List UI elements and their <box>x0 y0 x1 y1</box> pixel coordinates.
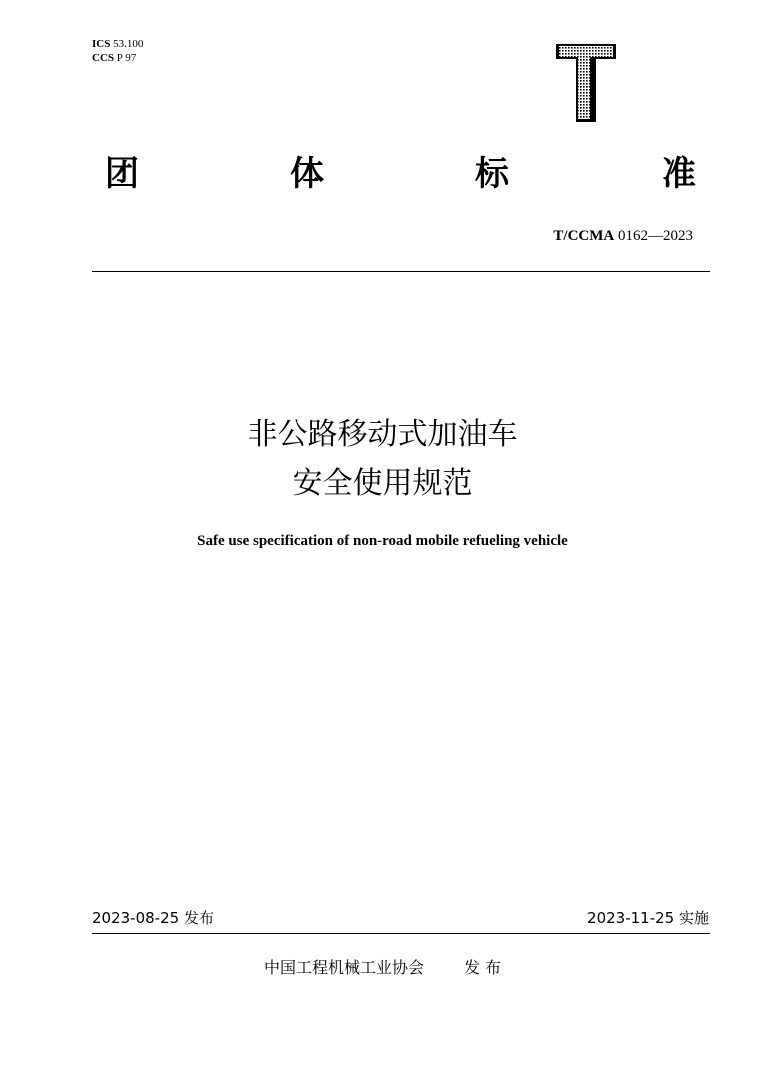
ccs-value: P 97 <box>116 52 137 64</box>
standard-number-prefix: T/CCMA <box>553 228 615 244</box>
standard-number-value: 0162—2023 <box>618 228 693 244</box>
standard-number <box>553 227 693 245</box>
issuer-line <box>0 957 765 979</box>
ics-label: ICS <box>92 38 111 50</box>
ics-value: 53.100 <box>113 38 144 50</box>
footer-divider <box>92 933 710 934</box>
title-en: Safe use specification of non-road mobile refueling vehicle <box>197 533 568 549</box>
ccs-code <box>92 51 143 65</box>
heading-char-1: 团 <box>105 154 139 194</box>
heading-char-4: 准 <box>662 154 696 194</box>
title-cn-line-2: 安全使用规范 <box>292 466 473 501</box>
ics-code <box>92 37 143 51</box>
standard-type-mark <box>556 44 616 122</box>
release-date: 2023-08-25 发布 <box>92 909 214 927</box>
classification-codes <box>92 37 143 65</box>
document-type-heading <box>92 150 702 200</box>
implementation-date: 2023-11-25 实施 <box>587 909 709 927</box>
heading-char-3: 标 <box>475 154 509 194</box>
issuer-action: 发 布 <box>463 958 502 977</box>
title-cn-line-1: 非公路移动式加油车 <box>247 417 518 452</box>
issuer-name: 中国工程机械工业协会 <box>263 958 424 977</box>
heading-char-2: 体 <box>290 154 324 194</box>
ccs-label: CCS <box>92 52 115 64</box>
header-divider <box>92 271 710 272</box>
